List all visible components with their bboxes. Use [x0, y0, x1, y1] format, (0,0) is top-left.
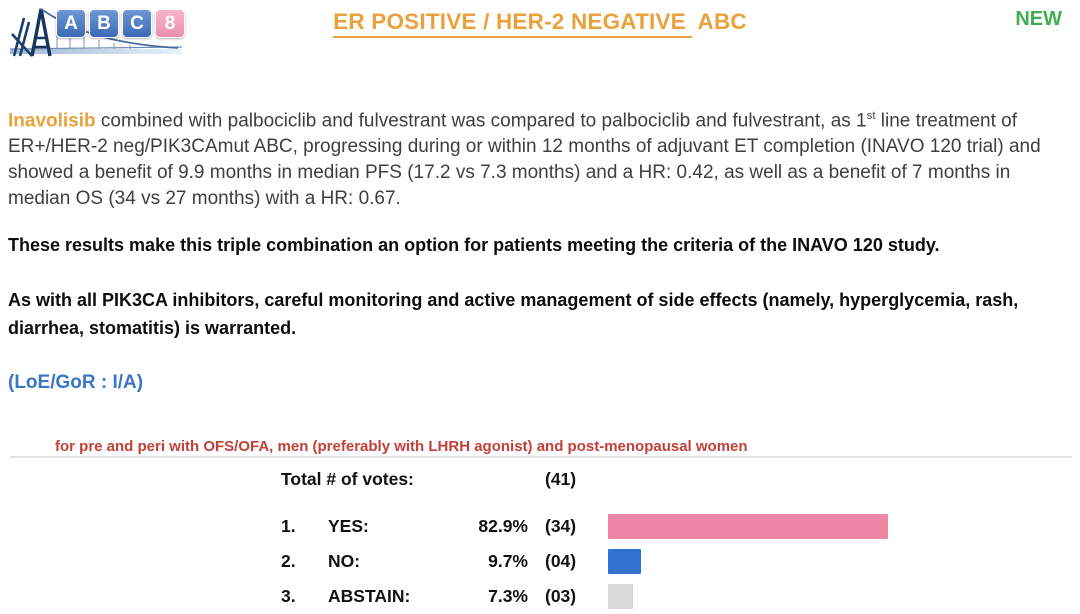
- vote-percent: 7.3%: [488, 586, 528, 606]
- safety-statement: As with all PIK3CA inhibitors, careful monitoring and active management of side effects (namely, hyperglycemia, rash, diarrhea, stomatitis) is warranted.: [8, 290, 1019, 338]
- vote-number: 1.: [281, 516, 296, 536]
- vote-bar-abstain: [608, 584, 633, 609]
- page-title-rest: ABC: [691, 9, 747, 34]
- page-title: [0, 9, 1080, 35]
- votes-header-row: [281, 462, 1073, 497]
- vote-number: 2.: [281, 551, 296, 571]
- vote-row-yes: [281, 509, 1073, 544]
- new-badge: NEW: [1015, 8, 1062, 30]
- intro-paragraph: [8, 103, 1072, 212]
- section-divider: [10, 456, 1072, 458]
- logo-letter-b: B: [89, 9, 119, 38]
- intro-text-1: combined with palbociclib and fulvestrant was compared to palbociclib and fulvestrant, as 1: [95, 110, 867, 132]
- drug-name: Inavolisib: [8, 110, 96, 132]
- ordinal-superscript: st: [866, 110, 876, 122]
- vote-bar-yes: [608, 514, 888, 539]
- vote-label: YES:: [328, 516, 369, 536]
- vote-row-no: [281, 544, 1073, 579]
- recommendation-statement: These results make this triple combination an option for patients meeting the criteria of the INAVO 120 study.: [8, 235, 940, 255]
- logo-letter-a: A: [56, 9, 86, 38]
- vote-percent: 9.7%: [488, 551, 528, 571]
- population-note: for pre and peri with OFS/OFA, men (preferably with LHRH agonist) and post-menopausal women: [55, 438, 748, 455]
- vote-percent: 82.9%: [478, 516, 528, 536]
- vote-row-abstain: [281, 579, 1073, 614]
- vote-label: ABSTAIN:: [328, 586, 411, 606]
- logo-letter-c: C: [122, 9, 152, 38]
- voting-results: [281, 462, 1073, 614]
- vote-bar-no: [608, 549, 641, 574]
- total-votes-label: Total # of votes:: [281, 469, 414, 489]
- vote-number: 3.: [281, 586, 296, 606]
- logo-number-8: 8: [155, 9, 185, 38]
- total-votes-count: (41): [545, 469, 577, 489]
- vote-count: (04): [545, 551, 577, 571]
- vote-label: NO:: [328, 551, 361, 571]
- page-title-underlined: ER POSITIVE / HER-2 NEGATIVE: [333, 9, 692, 38]
- intro-text-2: line treatment of ER+/HER-2 neg/PIK3CAmut ABC, progressing during or within 12 months of adjuvant ET completion (INAVO 120 trial) and showed a benefit of 9.9 months in median PFS (17.2 vs 7.3 months) and a HR: 0.42, as well as a benefit of 7 months in median OS (34 vs 27 months) with a HR: 0.67.: [8, 110, 1041, 210]
- vote-count: (03): [545, 586, 577, 606]
- loe-gor-label: (LoE/GoR : I/A): [8, 372, 144, 393]
- vote-count: (34): [545, 516, 577, 536]
